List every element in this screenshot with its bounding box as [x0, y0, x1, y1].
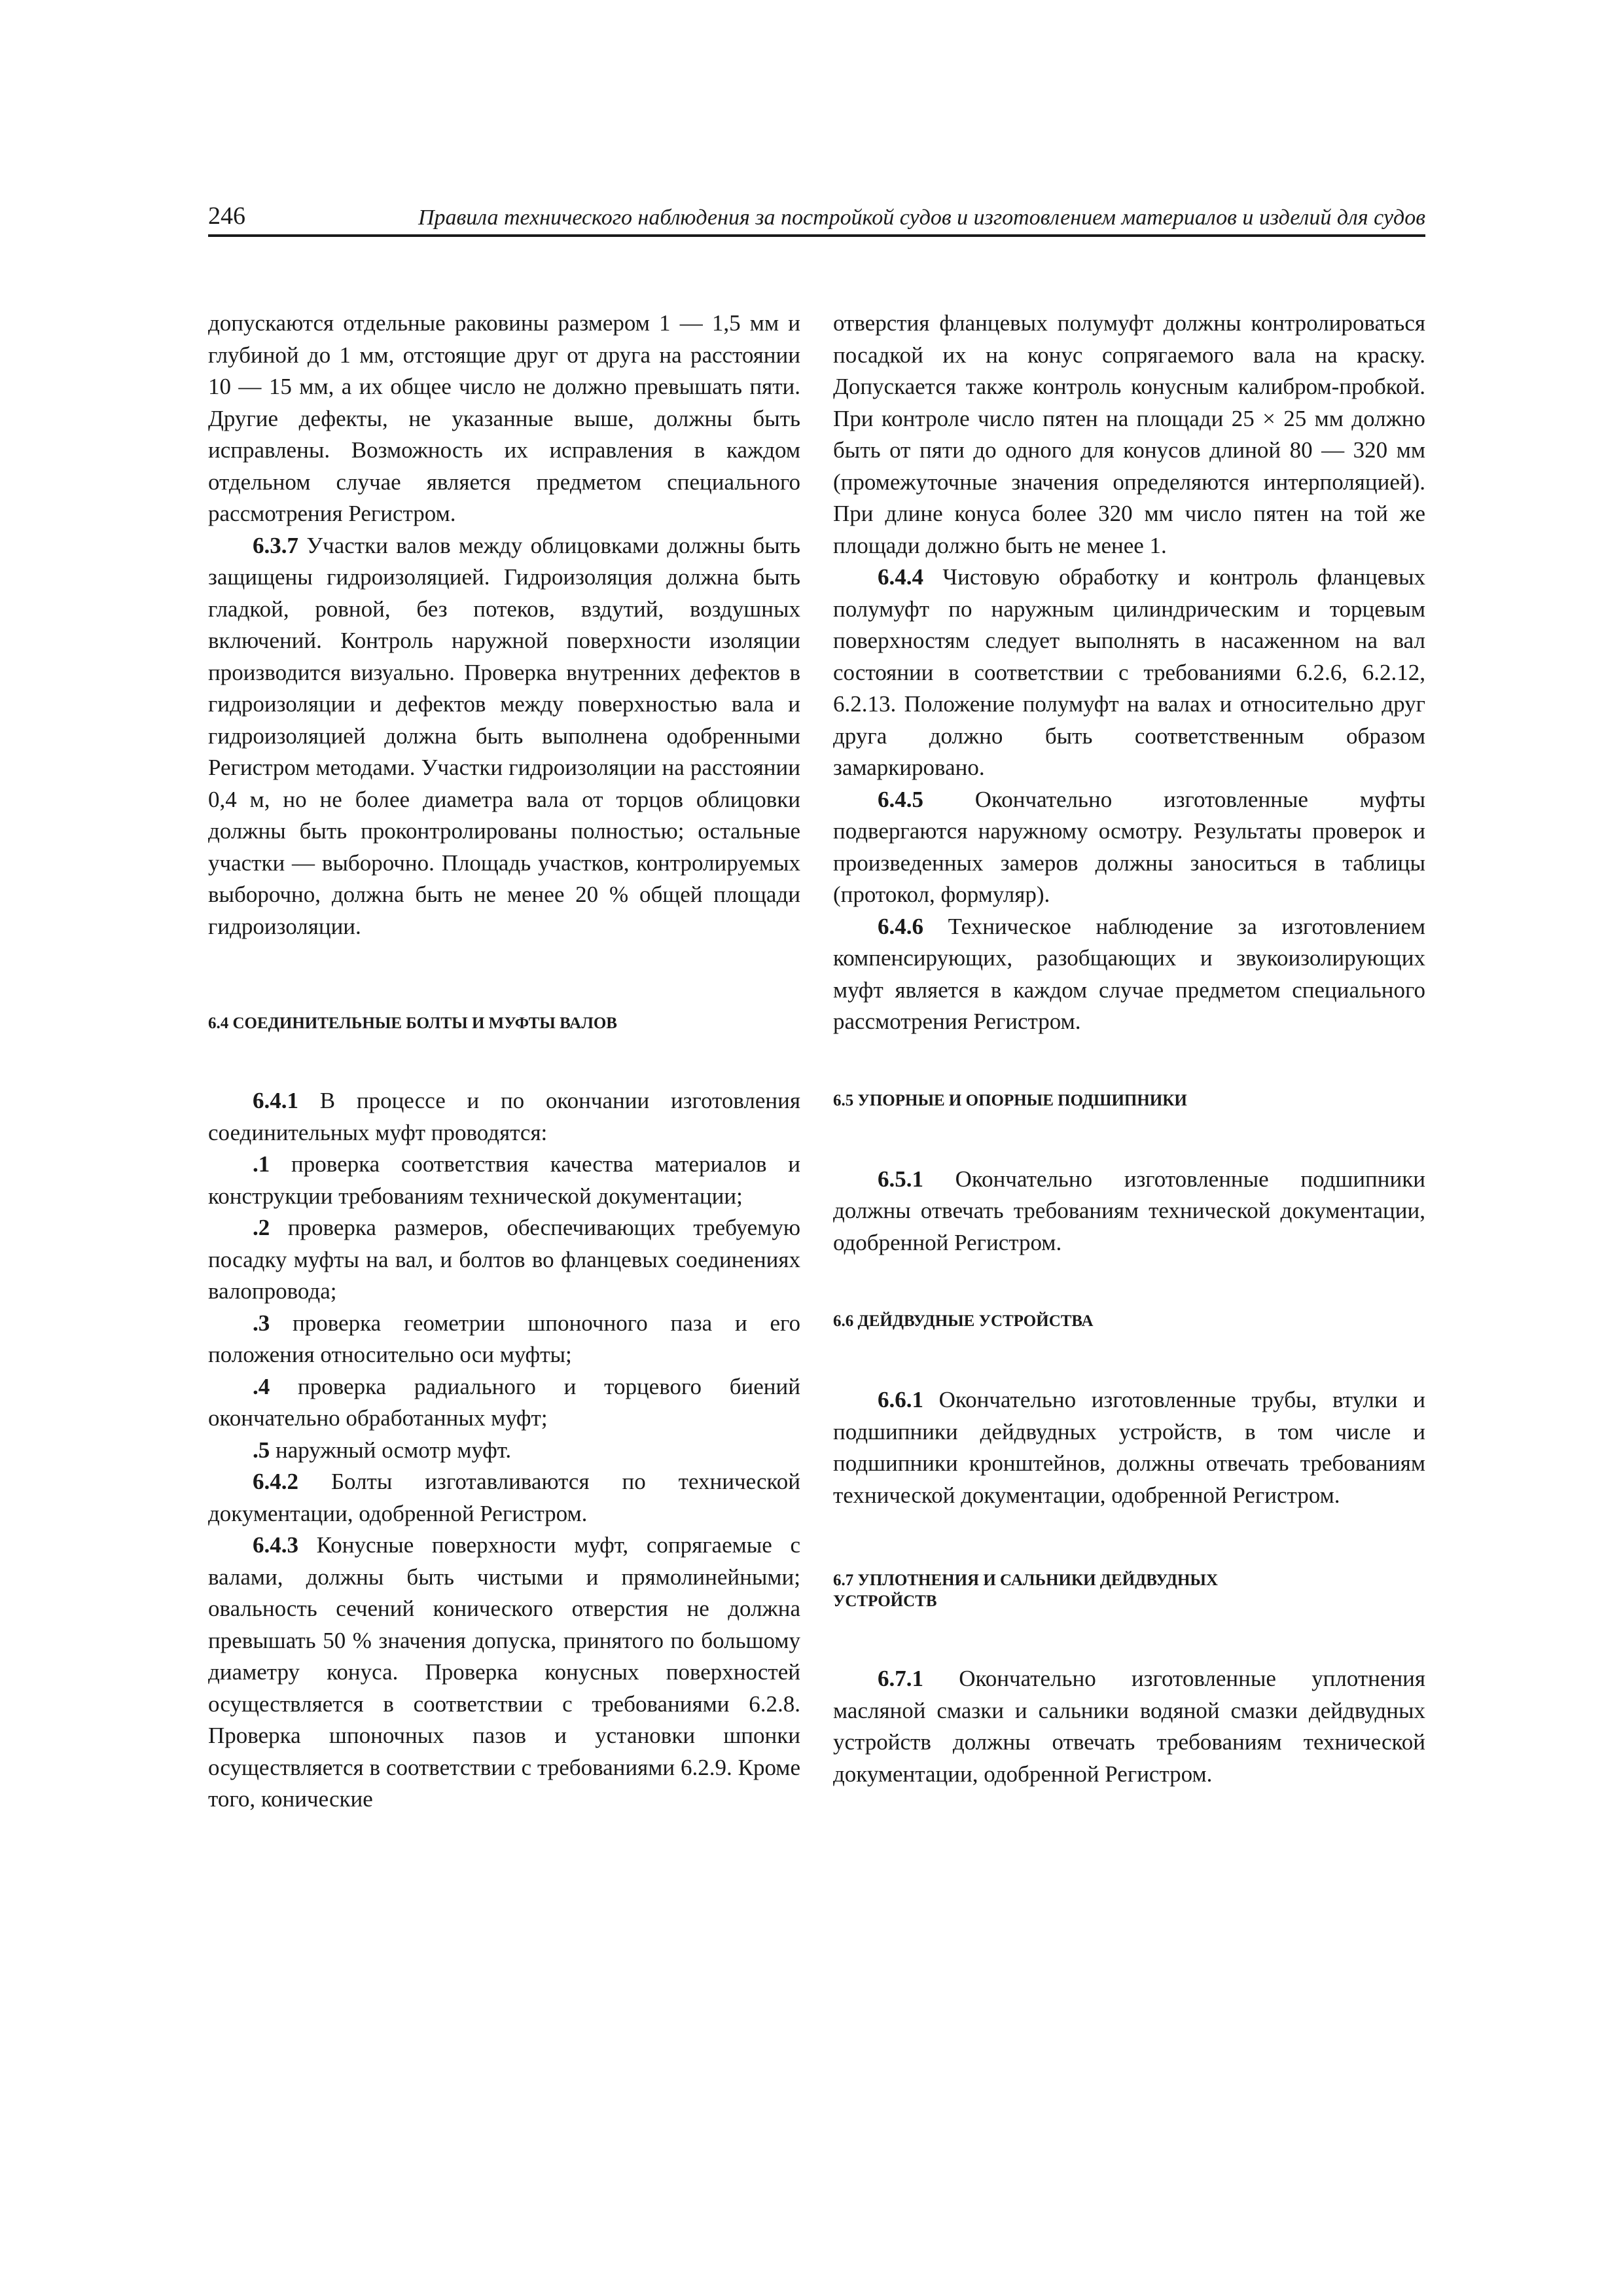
clause-6-4-4	[833, 562, 1425, 784]
item-text: проверка соответствия качества материалов и конструкции требованиям технической документации;	[208, 1151, 800, 1209]
clause-text: Техническое наблюдение за изготовлением компенсирующих, разобщающих и звукоизолирующих муфт является в каждом случае предметом специального рассмотрения Регистром.	[833, 913, 1425, 1034]
clause-text: Болты изготавливаются по технической документации, одобренной Регистром.	[208, 1469, 800, 1526]
clause-number: 6.5.1	[878, 1166, 923, 1192]
clause-text: Окончательно изготовленные трубы, втулки и подшипники дейдвудных устройств, в том числе и подшипники кронштейнов, должны отвечать требованиям технической документации, одобренной Регистром.	[833, 1387, 1425, 1508]
clause-number: 6.7.1	[878, 1666, 923, 1691]
clause-6-4-1	[208, 1085, 800, 1149]
clause-number: 6.6.1	[878, 1387, 923, 1412]
clause-number: 6.4.6	[878, 913, 923, 939]
clause-number: 6.4.1	[253, 1088, 298, 1113]
item-text: проверка размеров, обеспечивающих требуемую посадку муфты на вал, и болтов во фланцевых соединениях валопровода;	[208, 1215, 800, 1304]
section-heading-6-4: 6.4 СОЕДИНИТЕЛЬНЫЕ БОЛТЫ И МУФТЫ ВАЛОВ	[208, 1014, 617, 1032]
item-text: наружный осмотр муфт.	[270, 1437, 512, 1463]
section-heading-line: УСТРОЙСТВ	[833, 1592, 937, 1610]
left-column	[208, 308, 800, 1816]
list-item-4	[208, 1371, 800, 1435]
clause-6-4-2	[208, 1466, 800, 1530]
right-column	[833, 308, 1425, 1790]
page-number: 246	[208, 202, 245, 230]
clause-text: Окончательно изготовленные уплотнения масляной смазки и сальники водяной смазки дейдвудных устройств должны отвечать требованиям технической документации, одобренной Регистром.	[833, 1666, 1425, 1787]
clause-6-4-5	[833, 784, 1425, 911]
clause-number: 6.4.4	[878, 564, 923, 590]
list-item-1	[208, 1149, 800, 1212]
clause-text: Участки валов между облицовками должны быть защищены гидроизоляцией. Гидроизоляция должна быть гладкой, ровной, без потеков, вздутий, воздушных включений. Контроль наружной поверхности изоляции производится визуально. Проверка внутренних дефектов в гидроизоляции и дефектов между поверхностью вала и гидроизоляцией должна быть выполнена одобренными Регистром методами. Участки гидроизоляции на расстоянии 0,4 м, но не более диаметра вала от торцов облицовки должны быть проконтролированы полностью; остальные участки — выборочно. Площадь участков, контролируемых выборочно, должна быть не менее 20 % общей площади гидроизоляции.	[208, 532, 800, 939]
running-title: Правила технического наблюдения за постройкой судов и изготовлением материалов и изделий для судов	[418, 206, 1425, 230]
paragraph-continued: допускаются отдельные раковины размером 1 — 1,5 мм и глубиной до 1 мм, отстоящие друг от друга на расстоянии 10 — 15 мм, а их общее число не должно превышать пяти. Другие дефекты, не указанные выше, должны быть исправлены. Возможность их исправления в каждом отдельном случае является предметом специального рассмотрения Регистром.	[208, 310, 800, 526]
item-number: .5	[253, 1437, 270, 1463]
clause-number: 6.4.2	[253, 1469, 298, 1494]
item-number: .1	[253, 1151, 270, 1177]
clause-6-7-1	[833, 1663, 1425, 1790]
list-item-2	[208, 1212, 800, 1308]
page-header	[208, 196, 1425, 237]
item-number: .4	[253, 1373, 270, 1399]
paragraph-continued: отверстия фланцевых полумуфт должны контролироваться посадкой их на конус сопрягаемого вала на краску. Допускается также контроль конусным калибром-пробкой. При контроле число пятен на площади 25 × 25 мм должно быть от пяти до одного для конусов длиной 80 — 320 мм (промежуточные значения определяются интерполяцией). При длине конуса более 320 мм число пятен на той же площади должно быть не менее 1.	[833, 310, 1425, 558]
clause-6-6-1	[833, 1384, 1425, 1511]
item-text: проверка геометрии шпоночного паза и его положения относительно оси муфты;	[208, 1310, 800, 1367]
section-heading-line: 6.7 УПЛОТНЕНИЯ И САЛЬНИКИ ДЕЙДВУДНЫХ	[833, 1571, 1219, 1589]
list-item-3	[208, 1308, 800, 1371]
clause-number: 6.4.5	[878, 786, 923, 812]
section-heading-6-6: 6.6 ДЕЙДВУДНЫЕ УСТРОЙСТВА	[833, 1312, 1094, 1330]
clause-text: В процессе и по окончании изготовления соединительных муфт проводятся:	[208, 1088, 800, 1145]
clause-6-5-1	[833, 1164, 1425, 1259]
section-heading-6-5: 6.5 УПОРНЫЕ И ОПОРНЫЕ ПОДШИПНИКИ	[833, 1091, 1187, 1109]
clause-number: 6.4.3	[253, 1532, 298, 1558]
clause-text: Чистовую обработку и контроль фланцевых полумуфт по наружным цилиндрическим и торцевым поверхностям следует выполнять в насаженном на вал состоянии в соответствии с требованиями 6.2.6, 6.2.12, 6.2.13. Положение полумуфт на валах и относительно друг друга должно быть соответственным образом замаркировано.	[833, 564, 1425, 780]
item-number: .2	[253, 1215, 270, 1240]
list-item-5	[208, 1435, 800, 1467]
item-number: .3	[253, 1310, 270, 1336]
clause-number: 6.3.7	[253, 532, 298, 558]
clause-text: Окончательно изготовленные муфты подвергаются наружному осмотру. Результаты проверок и произведенных замеров должны заноситься в таблицы (протокол, формуляр).	[833, 786, 1425, 907]
section-heading-6-7	[833, 1570, 1425, 1612]
clause-text: Окончательно изготовленные подшипники должны отвечать требованиям технической документации, одобренной Регистром.	[833, 1166, 1425, 1255]
clause-6-4-3	[208, 1530, 800, 1816]
clause-6-4-6	[833, 911, 1425, 1038]
item-text: проверка радиального и торцевого биений окончательно обработанных муфт;	[208, 1373, 800, 1431]
clause-text: Конусные поверхности муфт, сопрягаемые с валами, должны быть чистыми и прямолинейными; овальность сечений конического отверстия не должна превышать 50 % значения допуска, принятого по большому диаметру конуса. Проверка конусных поверхностей осуществляется в соответствии с требованиями 6.2.8. Проверка шпоночных пазов и установки шпонки осуществляется в соответствии с требованиями 6.2.9. Кроме того, конические	[208, 1532, 800, 1812]
clause-6-3-7	[208, 530, 800, 943]
